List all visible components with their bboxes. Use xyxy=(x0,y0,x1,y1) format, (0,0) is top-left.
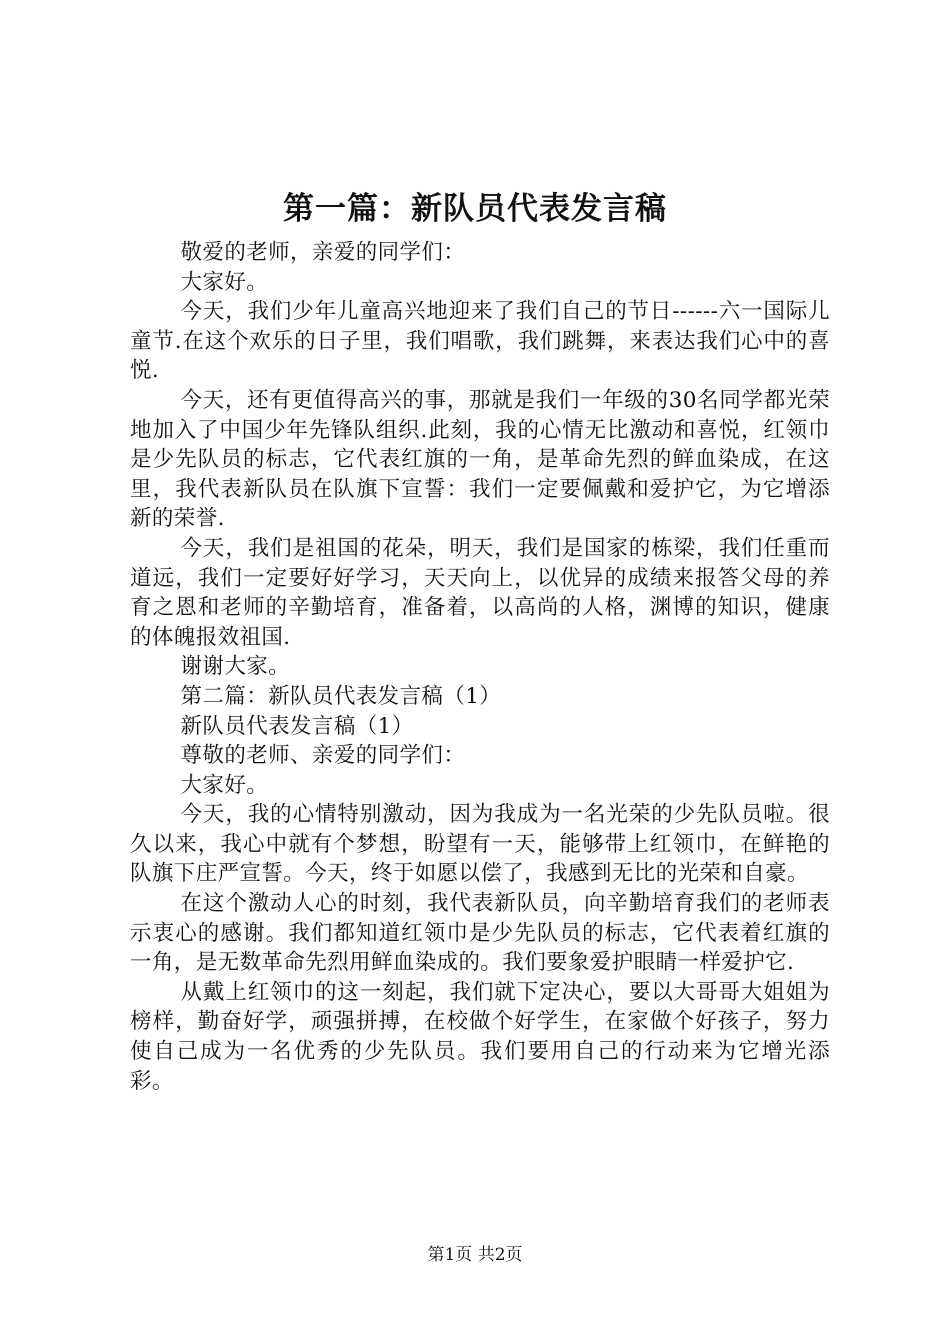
paragraph: 从戴上红领巾的这一刻起，我们就下定决心，要以大哥哥大姐姐为榜样，勤奋好学，顽强拼搏，在校做个好学生，在家做个好孩子，努力使自己成为一名优秀的少先队员。我们要用自己的行动来为它增光添彩。 xyxy=(130,979,830,1094)
paragraph: 大家好。 xyxy=(180,269,269,295)
paragraph: 在这个激动人心的时刻，我代表新队员，向辛勤培育我们的老师表示衷心的感谢。我们都知道红领巾是少先队员的标志，它代表着红旗的一角，是无数革命先烈用鲜血染成的。我们要象爱护眼睛一样爱护它. xyxy=(130,891,830,976)
paragraph: 今天，我的心情特别激动，因为我成为一名光荣的少先队员啦。很久以来，我心中就有个梦想，盼望有一天，能够带上红领巾，在鲜艳的队旗下庄严宣誓。今天，终于如愿以偿了，我感到无比的光荣和自豪。 xyxy=(130,802,830,887)
subheading: 新队员代表发言稿（1） xyxy=(180,713,414,739)
paragraph: 今天，我们是祖国的花朵，明天，我们是国家的栋梁，我们任重而道远，我们一定要好好学习，天天向上，以优异的成绩来报答父母的养育之恩和老师的辛勤培育，准备着，以高尚的人格，渊博的知识，健康的体魄报效祖国. xyxy=(130,535,830,650)
document-body xyxy=(130,238,830,1096)
document-title: 第一篇：新队员代表发言稿 xyxy=(283,191,667,227)
paragraph: 尊敬的老师、亲爱的同学们： xyxy=(180,743,466,769)
section-heading: 第二篇：新队员代表发言稿（1） xyxy=(180,683,502,709)
paragraph: 今天，还有更值得高兴的事，那就是我们一年级的30名同学都光荣地加入了中国少年先锋队组织.此刻，我的心情无比激动和喜悦，红领巾是少先队员的标志，它代表红旗的一角，是革命先烈的鲜血染成，在这里，我代表新队员在队旗下宣誓：我们一定要佩戴和爱护它，为它增添新的荣誉. xyxy=(130,387,830,532)
paragraph: 大家好。 xyxy=(180,772,269,798)
paragraph: 敬爱的老师，亲爱的同学们： xyxy=(180,240,466,265)
paragraph: 今天，我们少年儿童高兴地迎来了我们自己的节日------六一国际儿童节.在这个欢乐的日子里，我们唱歌，我们跳舞，来表达我们心中的喜悦. xyxy=(130,299,830,384)
paragraph: 谢谢大家。 xyxy=(180,654,291,680)
page-footer: 第1页 共2页 xyxy=(427,1245,523,1265)
